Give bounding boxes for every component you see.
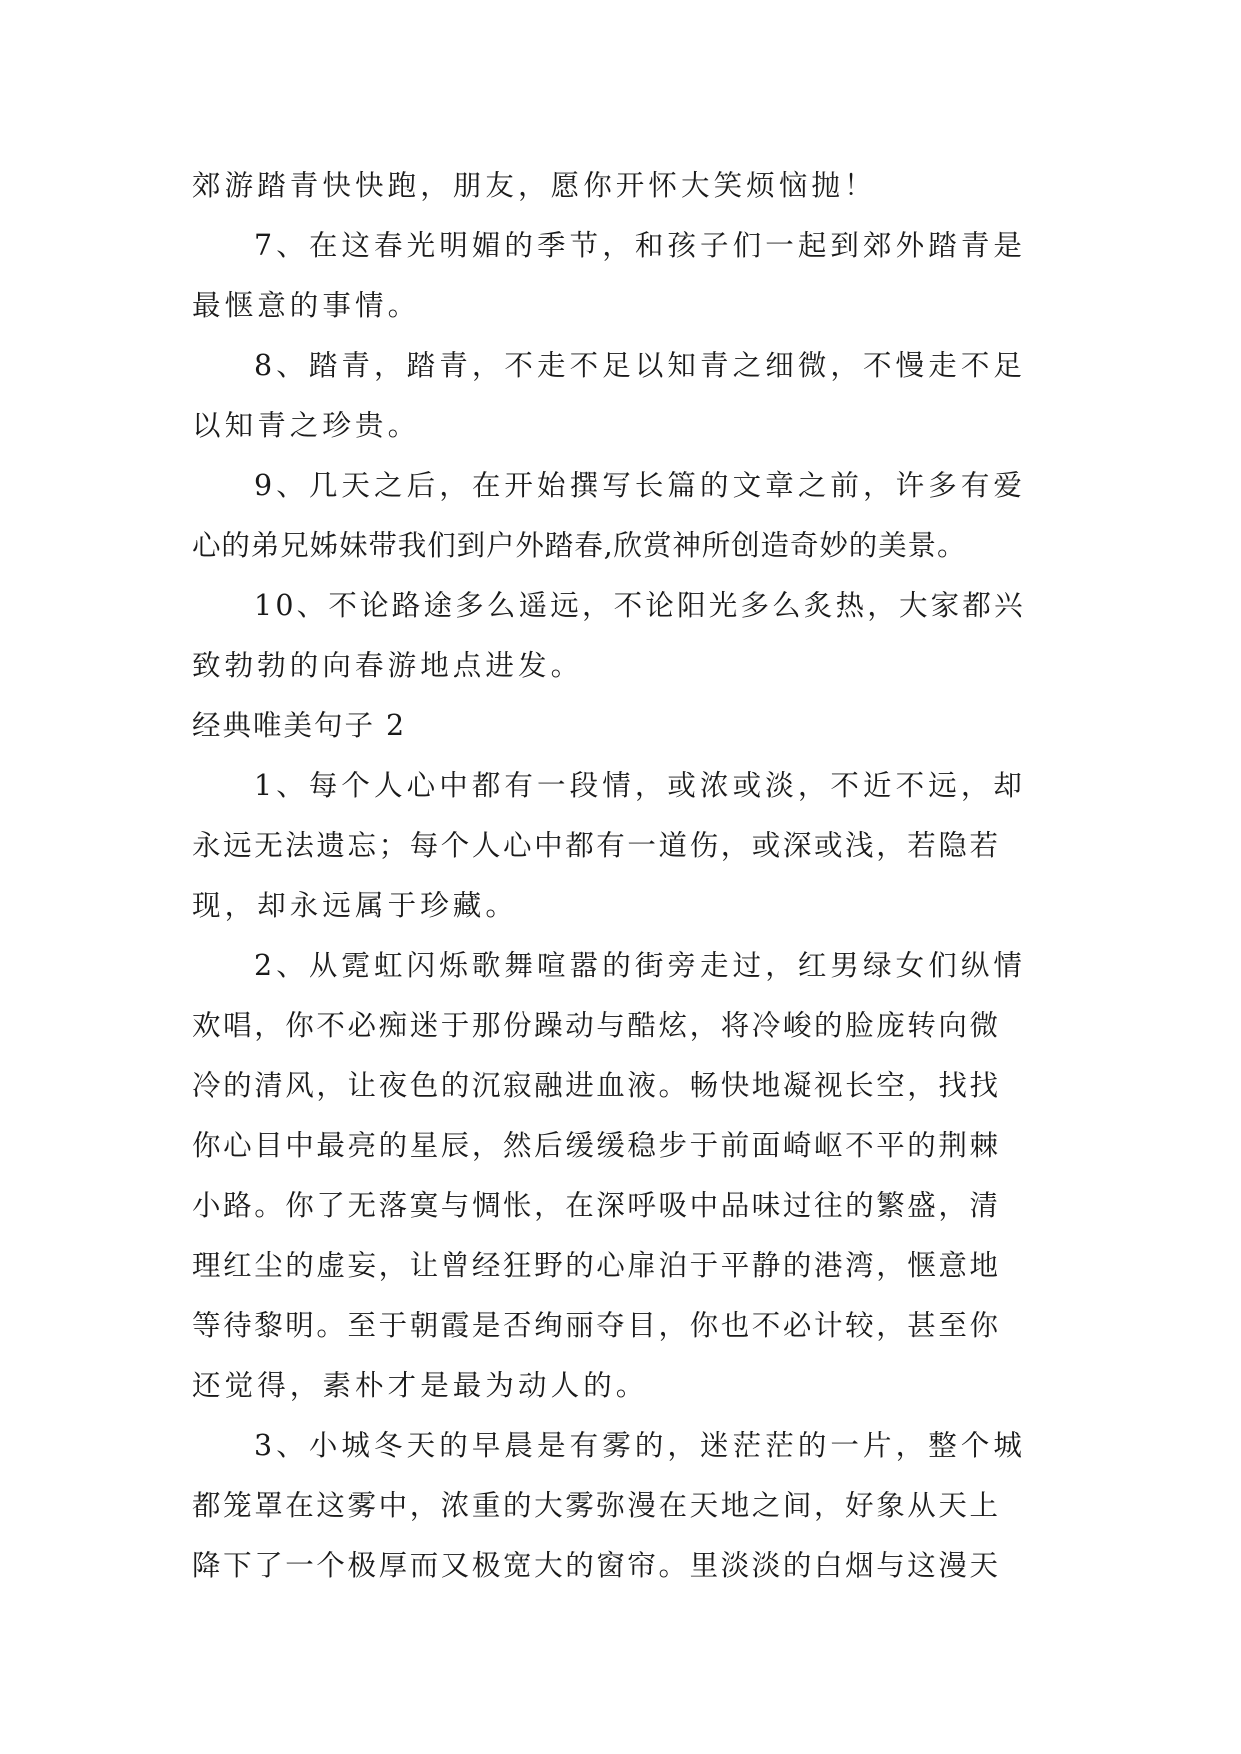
text-line: 7、在这春光明媚的季节，和孩子们一起到郊外踏青是 <box>254 229 1027 262</box>
text-line: 1、每个人心中都有一段情，或浓或淡，不近不远，却 <box>254 769 1027 802</box>
text-line: 10、不论路途多么遥远，不论阳光多么炙热，大家都兴 <box>254 589 1026 622</box>
text-line: 冷的清风，让夜色的沉寂融进血液。畅快地凝视长空，找找 <box>192 1069 1001 1102</box>
text-line: 现，却永远属于珍藏。 <box>192 889 519 922</box>
text-line: 以知青之珍贵。 <box>192 409 421 442</box>
text-line: 降下了一个极厚而又极宽大的窗帘。里淡淡的白烟与这漫天 <box>192 1549 1001 1582</box>
text-line: 等待黎明。至于朝霞是否绚丽夺目，你也不必计较，甚至你 <box>192 1309 1001 1342</box>
text-line: 9、几天之后，在开始撰写长篇的文章之前，许多有爱 <box>254 469 1027 502</box>
text-line: 心的弟兄姊妹带我们到户外踏春,欣赏神所创造奇妙的美景。 <box>192 529 967 562</box>
text-line: 理红尘的虚妄，让曾经狂野的心扉泊于平静的港湾，惬意地 <box>192 1249 1001 1282</box>
text-line: 郊游踏青快快跑，朋友，愿你开怀大笑烦恼抛！ <box>192 169 877 202</box>
text-line: 2、从霓虹闪烁歌舞喧嚣的街旁走过，红男绿女们纵情 <box>254 949 1027 982</box>
text-line: 欢唱，你不必痴迷于那份躁动与酷炫，将冷峻的脸庞转向微 <box>192 1009 1001 1042</box>
text-line: 你心目中最亮的星辰，然后缓缓稳步于前面崎岖不平的荆棘 <box>192 1129 1001 1162</box>
text-line: 小路。你了无落寞与惆怅，在深呼吸中品味过往的繁盛，清 <box>192 1189 1001 1222</box>
text-line: 8、踏青，踏青，不走不足以知青之细微，不慢走不足 <box>254 349 1027 382</box>
text-line: 永远无法遗忘；每个人心中都有一道伤，或深或浅，若隐若 <box>192 829 1001 862</box>
text-line: 都笼罩在这雾中，浓重的大雾弥漫在天地之间，好象从天上 <box>192 1489 1001 1522</box>
text-line: 还觉得，素朴才是最为动人的。 <box>192 1369 649 1402</box>
text-line: 3、小城冬天的早晨是有雾的，迷茫茫的一片，整个城 <box>254 1429 1027 1462</box>
text-line: 最惬意的事情。 <box>192 289 421 322</box>
section-heading: 经典唯美句子 2 <box>192 709 407 742</box>
document-page <box>192 156 1052 1686</box>
text-line: 致勃勃的向春游地点进发。 <box>192 649 584 682</box>
